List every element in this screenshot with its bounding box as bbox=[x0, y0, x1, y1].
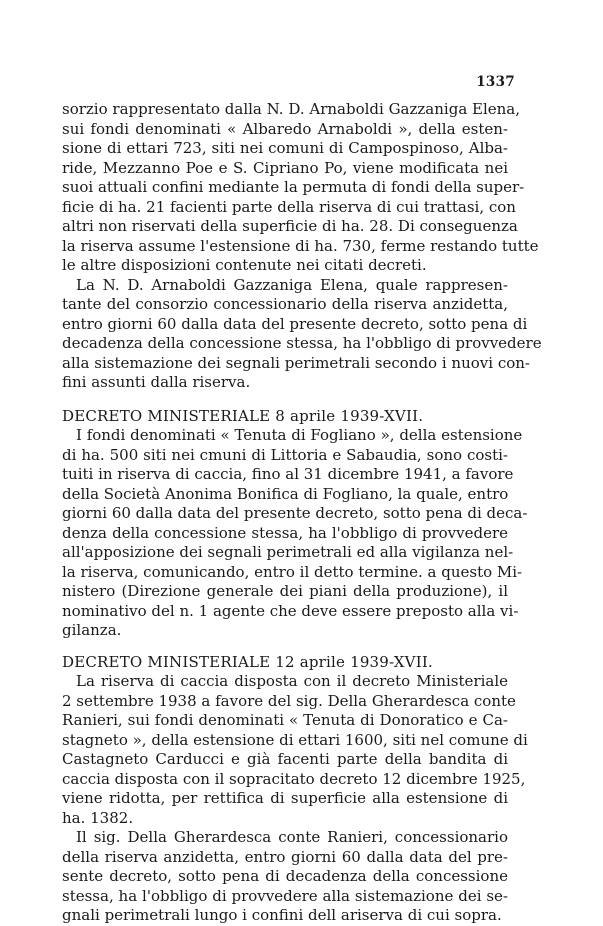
text-line: gilanza. bbox=[62, 621, 122, 639]
text-line: Il sig. Della Gherardesca conte Ranieri, concessionario bbox=[76, 828, 508, 846]
text-line: stagneto », della estensione di ettari 1600, siti nel comune di bbox=[62, 730, 528, 749]
text-line: decadenza della concessione stessa, ha l'obbligo di provvedere bbox=[62, 334, 542, 352]
text-line: nominativo del n. 1 agente che deve essere preposto alla vi- bbox=[62, 601, 519, 620]
text-line: 2 settembre 1938 a favore del sig. Della Gherardesca conte bbox=[62, 691, 516, 710]
page-body bbox=[62, 100, 542, 926]
text-line: di ha. 500 siti nei cmuni di Littoria e Sabaudia, sono costi- bbox=[62, 445, 508, 464]
obligation-paragraph bbox=[62, 275, 542, 393]
text-line: giorni 60 dalla data del presente decreto, sotto pena di deca- bbox=[62, 504, 528, 522]
decree-12-april-paragraph-1 bbox=[62, 672, 528, 828]
text-line: della riserva anzidetta, entro giorni 60 dalla data del pre- bbox=[62, 847, 508, 866]
text-line: all'apposizione dei segnali perimetrali ed alla vigilanza nel- bbox=[62, 543, 514, 561]
text-line: la riserva assume l'estensione di ha. 730, ferme restando tutte bbox=[62, 236, 539, 255]
text-line: tante del consorzio concessionario della riserva anzidetta, bbox=[62, 295, 508, 313]
text-line: fini assunti dalla riserva. bbox=[62, 373, 251, 391]
text-line: Ranieri, sui fondi denominati « Tenuta di Donoratico e Ca- bbox=[62, 711, 508, 729]
text-line: nistero (Direzione generale dei piani della produzione), il bbox=[62, 582, 508, 600]
text-line: ride, Mezzanno Poe e S. Cipriano Po, viene modificata nei bbox=[62, 158, 508, 177]
text-line: sorzio rappresentato dalla N. D. Arnaboldi Gazzaniga Elena, bbox=[62, 100, 521, 118]
text-line: La riserva di caccia disposta con il decreto Ministeriale bbox=[76, 672, 508, 690]
text-line: della Società Anonima Bonifica di Fogliano, la quale, entro bbox=[62, 484, 509, 503]
text-line: La N. D. Arnaboldi Gazzaniga Elena, quale rappresen- bbox=[76, 275, 508, 294]
decree-heading-12-april: DECRETO MINISTERIALE 12 aprile 1939-XVII. bbox=[62, 652, 433, 671]
text-line: la riserva, comunicando, entro il detto termine. a questo Mi- bbox=[62, 562, 523, 581]
page-number: 1337 bbox=[476, 74, 515, 90]
text-line: viene ridotta, per rettifica di superficie alla estensione di bbox=[62, 789, 508, 807]
decree-heading-8-april: DECRETO MINISTERIALE 8 aprile 1939-XVII. bbox=[62, 406, 424, 425]
text-line: caccia disposta con il sopracitato decreto 12 dicembre 1925, bbox=[62, 769, 526, 788]
text-line: tuiti in riserva di caccia, fino al 31 dicembre 1941, a favore bbox=[62, 465, 514, 483]
text-line: ha. 1382. bbox=[62, 808, 134, 827]
text-line: I fondi denominati « Tenuta di Fogliano », della estensione bbox=[76, 426, 523, 444]
text-line: denza della concessione stessa, ha l'obbligo di provvedere bbox=[62, 523, 508, 542]
text-line: le altre disposizioni contenute nei citati decreti. bbox=[62, 256, 427, 274]
text-line: Castagneto Carducci e già facenti parte della bandita di bbox=[62, 750, 508, 768]
text-line: alla sistemazione dei segnali perimetrali secondo i nuovi con- bbox=[62, 353, 530, 372]
text-line: ficie di ha. 21 facienti parte della riserva di cui trattasi, con bbox=[62, 197, 516, 216]
continuation-paragraph bbox=[62, 100, 539, 276]
text-line: sente decreto, sotto pena di decadenza della concessione bbox=[62, 867, 508, 885]
decree-8-april-paragraph bbox=[62, 426, 528, 641]
decree-12-april-paragraph-2 bbox=[62, 828, 508, 926]
text-line: sui fondi denominati « Albaredo Arnaboldi », della esten- bbox=[62, 119, 508, 138]
text-line: suoi attuali confini mediante la permuta di fondi della super- bbox=[62, 178, 525, 196]
text-line: sione di ettari 723, siti nei comuni di Campospinoso, Alba- bbox=[62, 139, 508, 157]
text-line: stessa, ha l'obbligo di provvedere alla sistemazione dei se- bbox=[62, 886, 508, 905]
text-line: gnali perimetrali lungo i confini dell ariserva di cui sopra. bbox=[62, 906, 502, 924]
text-line: entro giorni 60 dalla data del presente decreto, sotto pena di bbox=[62, 314, 528, 333]
text-line: altri non riservati della superficie di ha. 28. Di conseguenza bbox=[62, 217, 518, 235]
